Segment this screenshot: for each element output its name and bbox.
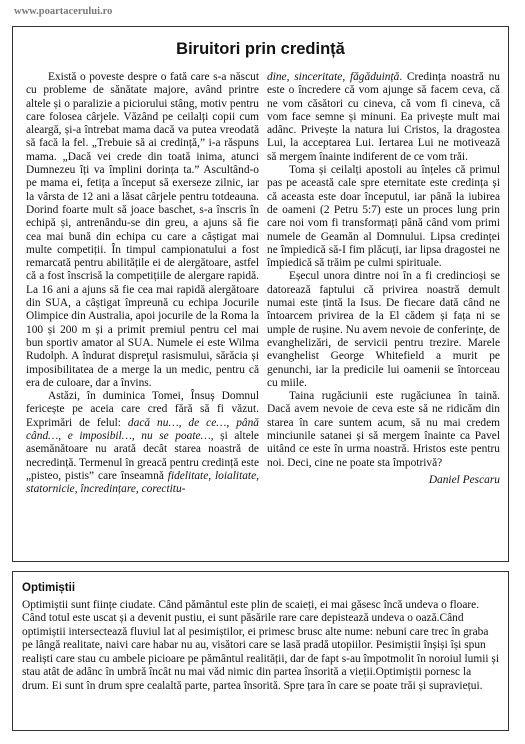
italic-phrase: fidelitate, loialitate, statornicie, încredințare, corectitu- — [26, 469, 259, 496]
paragraph-faith-meaning — [267, 71, 500, 164]
optimistii-text: Optimiștii sunt ființe ciudate. Când pământul este plin de scaieți, ei mai găsesc încă undeva o floare. Când totul este uscat și a devenit pustiu, ei sunt păsările rare care depistează undeva o oază.Când optimiștii intersectează fluviul lat al pesimiștilor, ei primesc brusc alte nume: nebuni care trec în graba pe lângă realitate, naivi care habar nu au, visători care se lasă pradă utopiilor. Pesimiștii înșiși își spun realiști care stau cu ambele picioare pe pământul realității, dar de fapt s-au împotmolit în noroiul lumii și stau atât de adânc în umbră încât nu mai văd nimic din partea însorită a vieții.Optimiștii pornesc la drum. Ei sunt în drum spre cealaltă parte, partea însorită. Spre țara în care se poate trăi și supraviețui. — [22, 598, 499, 692]
article-right-column — [267, 71, 500, 487]
paragraph-prayer: Taina rugăciunii este rugăciunea în taină. Dacă avem nevoie de ceva este să ne ridicăm din starea în care suntem acum, să nu mai credem minciunile satanei și să mergem înainte ca Pavel uitând ce este în urma noastră. Hristos este pentru noi. Deci, cine ne poate sta împotrivă? — [267, 390, 500, 469]
optimistii-title: Optimiștii — [22, 582, 76, 594]
text-span: , și altele asemănătoare nu arată decât starea noastră de necredință. Termenul în greacă pentru credință este „pisteo, pistis” care înseamnă — [26, 430, 259, 482]
italic-phrase: dine, sinceritate, făgăduință — [267, 71, 400, 83]
italic-phrase: dacă nu…, de ce…, până când…, e imposibil…, nu se poate… — [26, 416, 259, 443]
text-span: . Credința noastră nu este o încredere că vom ajunge să facem ceva, că ne vom căsători cu cineva, că vom fi cineva, că vom face semne și minuni. Ea privește mult mai adânc. Privește la natura lui Cristos, la dragostea Lui, la acceptarea Lui. Iertarea Lui ne motivează să mergem înainte indiferent de ce vom trăi. — [267, 71, 500, 163]
article-author: Daniel Pescaru — [428, 473, 500, 486]
paragraph-apostles: Toma și ceilalți apostoli au înțeles că primul pas pe această cale spre eternitate este credința și că aceasta este doar începutul, iar până la iubirea de oameni (2 Petru 5:7) este un proces lung prin care noi vom fi transformați până când vom primi numele de Geamăn al Domnului. Lipsa credinței ne împiedică să-I fim plăcuți, iar lipsa dragostei ne împiedică să trăim pe culmi spirituale. — [267, 164, 500, 270]
text-span: Astăzi, în duminica Tomei, Însuș Domnul fericește pe aceia care cred fără să fi văzut. Exprimări de felul: — [26, 390, 259, 429]
site-url[interactable]: www.poartacerului.ro — [14, 6, 113, 17]
article-left-column — [26, 71, 259, 497]
paragraph-toma-sunday — [26, 390, 259, 496]
article-box — [12, 26, 509, 562]
article-title: Biruitori prin credință — [176, 40, 345, 58]
paragraph-wilma-story: Există o poveste despre o fată care s-a născut cu probleme de sănătate majore, având printre altele și o paralizie a piciorului stâng, motiv pentru care folosea cârjele. Văzând pe ceilalți copii cum aleargă, și-a întrebat mama dacă va putea vreodată să facă la fel. „Trebuie să ai credință,” i-a răspuns mama. „Dacă vei crede din toată inima, atunci Dumnezeu îți va împlini dorința ta.” Ascultând-o pe mama ei, fetița a început să exerseze zilnic, iar la vârsta de 12 ani a lăsat cârjele pentru totdeauna. Dorind foarte mult să joace baschet, s-a înscris în echipă și, antrenându-se din greu, a ajuns să fie cea mai bună din echipa cu care a câștigat mai multe competiții. În timpul campionatului a fost remarcată pentru abilitățile ei de alergătoare, astfel că a fost înscrisă la competițiile de alergare rapidă. La 16 ani a ajuns să fie cea mai rapidă alergătoare din SUA, a câștigat împreună cu echipa Jocurile Olimpice din Australia, apoi jocurile de la Roma la 100 și 200 m și a primit premiul pentru cel mai bun sportiv amator al SUA. Numele ei este Wilma Rudolph. A îndurat dispreţul rasismului, sărăcia și imposibilitatea de a merge la un medic, pentru că era de culoare, dar a învins. — [26, 71, 259, 389]
optimistii-box — [12, 571, 509, 731]
paragraph-failure: Eșecul unora dintre noi în a fi credincioși se datorează faptului că privirea noastră demult numai este țintă la Isus. De fiecare dată când ne întoarcem privirea de la El cădem și fața ni se umple de rușine. Nu avem nevoie de conferințe, de evanghelizări, de servicii pentru trezire. Marele evanghelist George Whitefield a murit pe genunchi, iar la predicile lui oamenii se întorceau cu miile. — [267, 270, 500, 389]
